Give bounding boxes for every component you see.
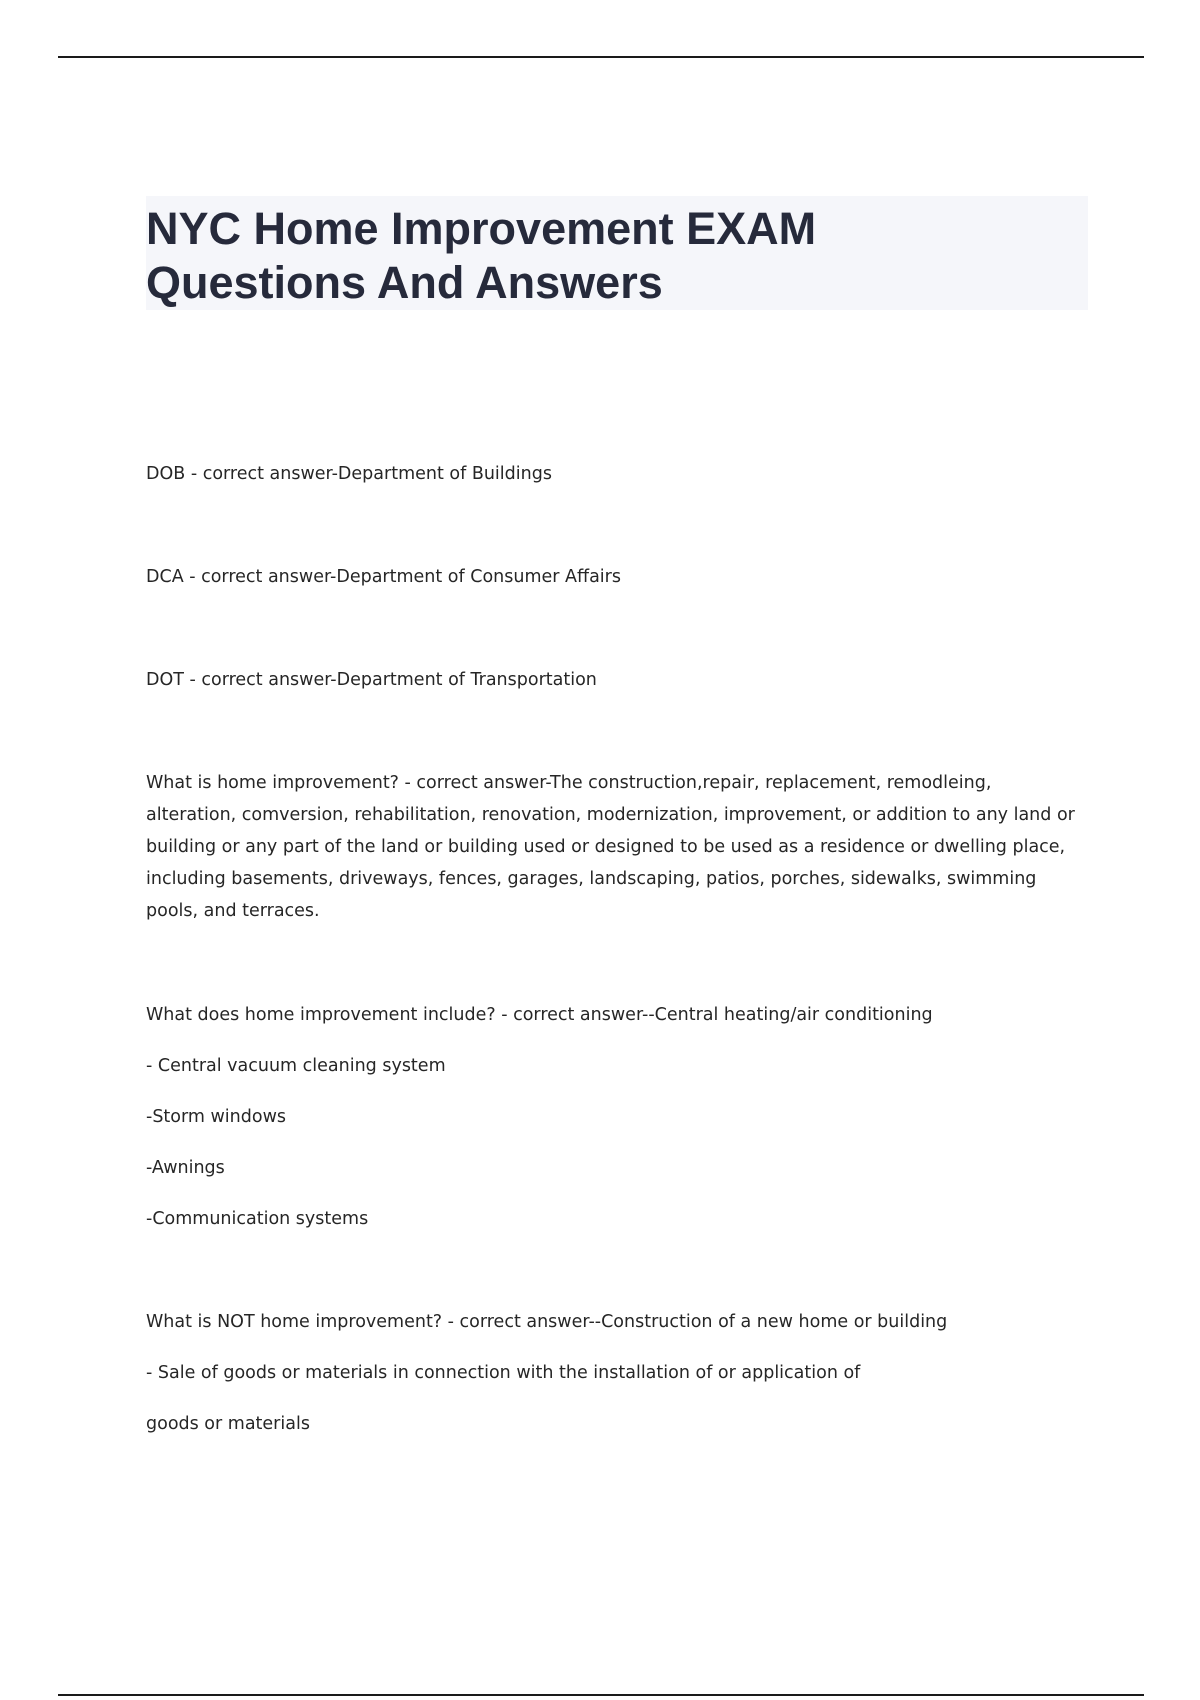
bottom-rule (58, 1694, 1144, 1696)
list-item: goods or materials (146, 1414, 310, 1434)
title-block (146, 196, 1088, 310)
list-item: -Storm windows (146, 1107, 286, 1127)
list-item: - Central vacuum cleaning system (146, 1056, 446, 1076)
qa-home-improvement (146, 767, 1086, 927)
qa-includes (146, 990, 1086, 1245)
document-title (146, 202, 1088, 310)
title-line-1: NYC Home Improvement EXAM (146, 203, 817, 254)
qa-text: What is home improvement? - correct answer-The construction,repair, replacement, remodleing, alteration, comversion, rehabilitation, renovation, modernization, improvement, or addition to any land or building or any part of the land or building used or designed to be used as a residence or dwelling place, including basements, driveways, fences, garages, landscaping, patios, porches, sidewalks, swimming pools, and terraces. (146, 773, 1075, 921)
qa-dca (146, 561, 1086, 593)
top-rule (58, 56, 1144, 58)
title-line-2: Questions And Answers (146, 257, 663, 308)
qa-text: DOB - correct answer-Department of Buildings (146, 464, 552, 484)
list-item: - Sale of goods or materials in connection with the installation of or application of (146, 1363, 861, 1383)
qa-line: What is NOT home improvement? - correct answer--Construction of a new home or building (146, 1312, 948, 1332)
qa-text: DOT - correct answer-Department of Transportation (146, 670, 597, 690)
qa-dob (146, 458, 1086, 490)
qa-not-includes (146, 1297, 1086, 1450)
list-item: -Communication systems (146, 1209, 369, 1229)
qa-line: What does home improvement include? - correct answer--Central heating/air conditioning (146, 1005, 933, 1025)
qa-dot (146, 664, 1086, 696)
list-item: -Awnings (146, 1158, 225, 1178)
qa-text: DCA - correct answer-Department of Consumer Affairs (146, 567, 621, 587)
